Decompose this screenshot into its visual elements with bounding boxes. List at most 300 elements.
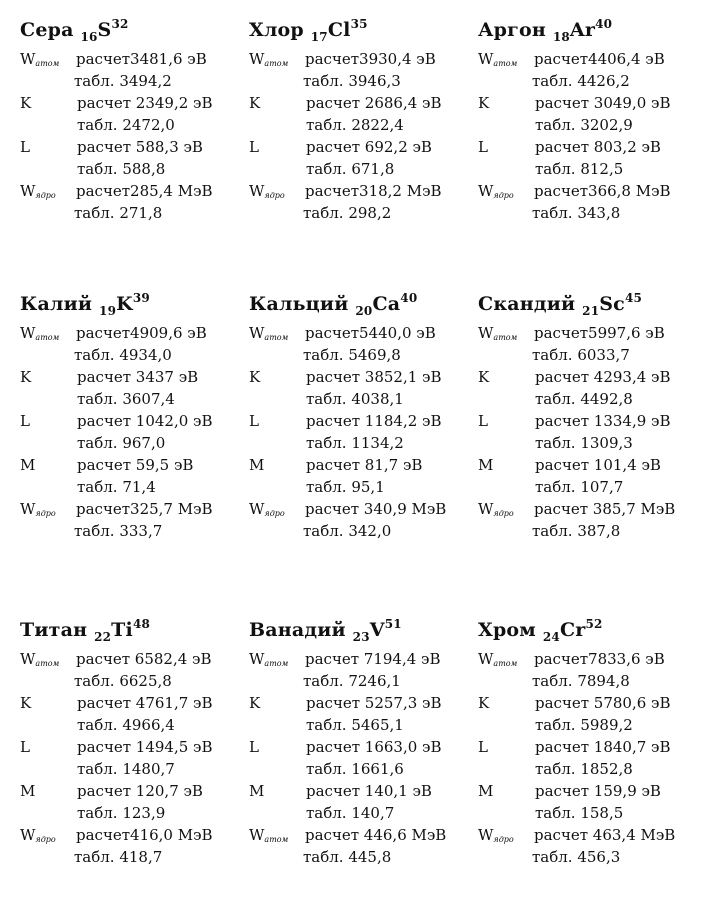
calculated-value: расчет5440,0 эВ	[305, 324, 436, 342]
calculated-value: расчет 7194,4 эВ	[305, 650, 441, 668]
tabulated-value: табл. 4038,1	[306, 390, 404, 408]
calculated-value: расчет 446,6 МэВ	[305, 826, 447, 844]
energy-label-sub: ядро	[493, 509, 514, 518]
calc-row	[249, 410, 474, 432]
element-name: Аргон	[478, 19, 546, 41]
table-row	[478, 202, 703, 224]
energy-label	[20, 366, 31, 388]
tabulated-value: табл. 812,5	[535, 160, 624, 178]
energy-label	[249, 736, 259, 758]
atomic-number: 18	[552, 30, 570, 44]
tabulated-value: табл. 158,5	[535, 804, 624, 822]
calc-row	[20, 454, 245, 476]
tabulated-value: табл. 3494,2	[74, 72, 172, 90]
element-symbol: Cr	[559, 619, 586, 641]
table-row	[249, 158, 474, 180]
calculated-value: расчет 120,7 эВ	[77, 782, 203, 800]
energy-label	[20, 454, 35, 476]
energy-label-letter: K	[249, 368, 261, 386]
table-row	[20, 846, 245, 868]
tabulated-value: табл. 140,7	[306, 804, 395, 822]
energy-label-letter: K	[478, 694, 490, 712]
energy-label	[249, 410, 259, 432]
table-row	[20, 344, 245, 366]
calculated-value: расчет325,7 МэВ	[76, 500, 213, 518]
element-name: Скандий	[478, 293, 576, 315]
calc-row	[20, 136, 245, 158]
calc-row	[478, 92, 703, 114]
calculated-value: расчет 140,1 эВ	[306, 782, 432, 800]
calculated-value: расчет 81,7 эВ	[306, 456, 423, 474]
calculated-value: расчет 692,2 эВ	[306, 138, 432, 156]
table-row	[20, 114, 245, 136]
calc-row	[249, 780, 474, 802]
calculated-value: расчет285,4 МэВ	[76, 182, 213, 200]
element-block	[249, 618, 474, 868]
calculated-value: расчет 6582,4 эВ	[76, 650, 212, 668]
energy-label-letter: M	[478, 782, 494, 800]
tabulated-value: табл. 6033,7	[532, 346, 630, 364]
calculated-value: расчет 2349,2 эВ	[77, 94, 213, 112]
tabulated-value: табл. 95,1	[306, 478, 385, 496]
energy-label-letter: M	[20, 456, 36, 474]
calculated-value: расчет 5257,3 эВ	[306, 694, 442, 712]
energy-label	[478, 780, 493, 802]
energy-label-letter: W	[478, 182, 494, 200]
tabulated-value: табл. 3607,4	[77, 390, 175, 408]
tabulated-value: табл. 1309,3	[535, 434, 633, 452]
tabulated-value: табл. 967,0	[77, 434, 166, 452]
calc-row	[478, 736, 703, 758]
calc-row	[20, 498, 245, 520]
calculated-value: расчет 101,4 эВ	[535, 456, 661, 474]
energy-label	[20, 180, 56, 202]
energy-label-letter: W	[478, 826, 494, 844]
energy-label-letter: K	[20, 694, 32, 712]
energy-label	[20, 648, 59, 670]
energy-label	[249, 824, 288, 846]
calc-row	[20, 366, 245, 388]
calc-row	[249, 92, 474, 114]
energy-label	[478, 498, 514, 520]
table-row	[20, 388, 245, 410]
calc-row	[478, 648, 703, 670]
calculated-value: расчет 159,9 эВ	[535, 782, 661, 800]
table-row	[249, 388, 474, 410]
element-symbol: K	[116, 293, 133, 315]
energy-label-letter: K	[478, 368, 490, 386]
table-row	[478, 476, 703, 498]
energy-label-sub: атом	[264, 659, 289, 668]
calc-row	[249, 736, 474, 758]
table-row	[478, 846, 703, 868]
calc-row	[20, 410, 245, 432]
table-row	[249, 520, 474, 542]
table-row	[249, 114, 474, 136]
energy-label	[20, 92, 31, 114]
tabulated-value: табл. 3202,9	[535, 116, 633, 134]
table-row	[478, 714, 703, 736]
calculated-value: расчет4909,6 эВ	[76, 324, 207, 342]
table-row	[20, 520, 245, 542]
energy-label-letter: K	[20, 94, 32, 112]
energy-label-sub: атом	[35, 659, 60, 668]
energy-label	[249, 498, 285, 520]
element-title	[20, 618, 245, 648]
element-block	[249, 18, 474, 224]
mass-number: 35	[350, 17, 368, 31]
table-row	[20, 158, 245, 180]
element-title	[478, 618, 703, 648]
calculated-value: расчет 4293,4 эВ	[535, 368, 671, 386]
table-row	[20, 476, 245, 498]
table-row	[249, 202, 474, 224]
energy-label	[20, 692, 31, 714]
calculated-value: расчет 1184,2 эВ	[306, 412, 442, 430]
tabulated-value: табл. 418,7	[74, 848, 163, 866]
energy-label-letter: M	[249, 782, 265, 800]
tabulated-value: табл. 1661,6	[306, 760, 404, 778]
energy-label	[20, 48, 59, 70]
tabulated-value: табл. 333,7	[74, 522, 163, 540]
calc-row	[249, 454, 474, 476]
atomic-number: 16	[80, 30, 98, 44]
calc-row	[478, 48, 703, 70]
calc-row	[249, 498, 474, 520]
energy-label-letter: W	[478, 324, 494, 342]
energy-label	[478, 736, 488, 758]
mass-number: 40	[400, 291, 418, 305]
table-row	[478, 344, 703, 366]
energy-label-letter: W	[249, 324, 265, 342]
energy-label-letter: W	[20, 650, 36, 668]
calculated-value: расчет3481,6 эВ	[76, 50, 207, 68]
calculated-value: расчет4406,4 эВ	[534, 50, 665, 68]
element-block	[20, 618, 245, 868]
table-row	[20, 758, 245, 780]
calc-row	[478, 366, 703, 388]
energy-label-letter: W	[20, 500, 36, 518]
calculated-value: расчет 463,4 МэВ	[534, 826, 676, 844]
tabulated-value: табл. 387,8	[532, 522, 621, 540]
element-name: Хлор	[249, 19, 304, 41]
energy-label	[20, 736, 30, 758]
table-row	[249, 476, 474, 498]
calc-row	[20, 648, 245, 670]
energy-label	[20, 410, 30, 432]
energy-label	[249, 780, 264, 802]
atomic-number: 19	[99, 304, 117, 318]
table-row	[20, 802, 245, 824]
energy-label	[20, 780, 35, 802]
element-symbol: V	[369, 619, 385, 641]
energy-label-letter: K	[20, 368, 32, 386]
tabulated-value: табл. 271,8	[74, 204, 163, 222]
table-row	[478, 802, 703, 824]
calc-row	[249, 48, 474, 70]
energy-label-letter: W	[478, 50, 494, 68]
energy-label-sub: атом	[493, 659, 518, 668]
element-title	[249, 618, 474, 648]
calculated-value: расчет 1494,5 эВ	[77, 738, 213, 756]
element-block	[478, 18, 703, 224]
energy-label-letter: M	[249, 456, 265, 474]
table-row	[249, 714, 474, 736]
energy-label-letter: L	[20, 138, 30, 156]
calc-row	[249, 366, 474, 388]
calculated-value: расчет3930,4 эВ	[305, 50, 436, 68]
element-title	[20, 292, 245, 322]
element-symbol: Cl	[327, 19, 351, 41]
energy-label	[20, 136, 30, 158]
energy-label	[249, 48, 288, 70]
element-name: Кальций	[249, 293, 349, 315]
calc-row	[478, 498, 703, 520]
element-symbol: Ca	[372, 293, 401, 315]
energy-label	[478, 92, 489, 114]
energy-label-sub: ядро	[35, 835, 56, 844]
element-name: Титан	[20, 619, 88, 641]
mass-number: 39	[132, 291, 150, 305]
element-block	[478, 618, 703, 868]
energy-label	[249, 454, 264, 476]
energy-label-letter: K	[249, 694, 261, 712]
energy-label	[249, 322, 288, 344]
table-row	[20, 432, 245, 454]
calculated-value: расчет 1663,0 эВ	[306, 738, 442, 756]
element-symbol: Ti	[111, 619, 133, 641]
mass-number: 51	[384, 617, 402, 631]
calculated-value: расчет5997,6 эВ	[534, 324, 665, 342]
element-title	[249, 292, 474, 322]
table-row	[249, 758, 474, 780]
energy-label	[478, 454, 493, 476]
table-row	[478, 70, 703, 92]
energy-label	[20, 824, 56, 846]
calc-row	[20, 180, 245, 202]
mass-number: 32	[111, 17, 129, 31]
mass-number: 52	[585, 617, 603, 631]
calculated-value: расчет 59,5 эВ	[77, 456, 194, 474]
energy-label-letter: L	[478, 738, 488, 756]
tabulated-value: табл. 671,8	[306, 160, 395, 178]
calc-row	[249, 648, 474, 670]
table-row	[20, 202, 245, 224]
energy-label-letter: M	[478, 456, 494, 474]
calc-row	[478, 692, 703, 714]
energy-label	[478, 410, 488, 432]
element-block	[249, 292, 474, 542]
energy-label	[249, 648, 288, 670]
tabulated-value: табл. 1852,8	[535, 760, 633, 778]
calc-row	[478, 322, 703, 344]
energy-label-sub: ядро	[35, 191, 56, 200]
tabulated-value: табл. 298,2	[303, 204, 392, 222]
table-row	[249, 70, 474, 92]
energy-label	[20, 322, 59, 344]
energy-label	[20, 498, 56, 520]
energy-label	[249, 180, 285, 202]
energy-label-sub: атом	[264, 835, 289, 844]
calc-row	[20, 48, 245, 70]
mass-number: 40	[595, 17, 613, 31]
energy-label-letter: L	[249, 138, 259, 156]
calc-row	[478, 454, 703, 476]
table-row	[478, 758, 703, 780]
energy-label-letter: W	[20, 182, 36, 200]
energy-label-letter: L	[478, 138, 488, 156]
energy-label-letter: W	[20, 826, 36, 844]
energy-label-letter: L	[20, 738, 30, 756]
element-name: Сера	[20, 19, 74, 41]
table-row	[478, 432, 703, 454]
table-row	[249, 846, 474, 868]
calculated-value: расчет 803,2 эВ	[535, 138, 661, 156]
energy-label	[478, 136, 488, 158]
calculated-value: расчет 588,3 эВ	[77, 138, 203, 156]
calculated-value: расчет416,0 МэВ	[76, 826, 213, 844]
tabulated-value: табл. 5465,1	[306, 716, 404, 734]
tabulated-value: табл. 7894,8	[532, 672, 630, 690]
calc-row	[478, 780, 703, 802]
tabulated-value: табл. 588,8	[77, 160, 166, 178]
tabulated-value: табл. 342,0	[303, 522, 392, 540]
calculated-value: расчет 5780,6 эВ	[535, 694, 671, 712]
tabulated-value: табл. 5469,8	[303, 346, 401, 364]
element-title	[478, 292, 703, 322]
calc-row	[249, 180, 474, 202]
calculated-value: расчет 340,9 МэВ	[305, 500, 447, 518]
energy-label	[478, 366, 489, 388]
energy-label	[249, 692, 260, 714]
table-row	[478, 388, 703, 410]
tabulated-value: табл. 4426,2	[532, 72, 630, 90]
energy-label-letter: W	[249, 182, 265, 200]
element-title	[478, 18, 703, 48]
calc-row	[249, 136, 474, 158]
energy-label	[249, 136, 259, 158]
calc-row	[249, 692, 474, 714]
element-symbol: S	[97, 19, 112, 41]
element-block	[20, 18, 245, 224]
energy-label-letter: W	[478, 500, 494, 518]
tabulated-value: табл. 2472,0	[77, 116, 175, 134]
tabulated-value: табл. 2822,4	[306, 116, 404, 134]
atomic-number: 20	[355, 304, 373, 318]
calculated-value: расчет 3049,0 эВ	[535, 94, 671, 112]
element-symbol: Ar	[569, 19, 596, 41]
element-name: Ванадий	[249, 619, 346, 641]
energy-label-letter: L	[249, 412, 259, 430]
energy-label-sub: атом	[493, 59, 518, 68]
atomic-number: 21	[582, 304, 600, 318]
element-title	[249, 18, 474, 48]
element-symbol: Sc	[599, 293, 625, 315]
energy-label	[249, 366, 260, 388]
energy-label-sub: ядро	[264, 509, 285, 518]
tabulated-value: табл. 3946,3	[303, 72, 401, 90]
tabulated-value: табл. 107,7	[535, 478, 624, 496]
calculated-value: расчет318,2 МэВ	[305, 182, 442, 200]
energy-label	[478, 322, 517, 344]
energy-label-sub: атом	[493, 333, 518, 342]
table-row	[478, 520, 703, 542]
tabulated-value: табл. 4934,0	[74, 346, 172, 364]
calc-row	[20, 780, 245, 802]
energy-label-sub: атом	[264, 59, 289, 68]
table-row	[20, 70, 245, 92]
energy-label	[249, 92, 260, 114]
calc-row	[20, 692, 245, 714]
element-title	[20, 18, 245, 48]
energy-label-letter: M	[20, 782, 36, 800]
energy-label-sub: атом	[35, 333, 60, 342]
calc-row	[478, 824, 703, 846]
energy-label-sub: ядро	[493, 191, 514, 200]
calc-row	[20, 92, 245, 114]
atomic-number: 23	[352, 630, 370, 644]
tabulated-value: табл. 1480,7	[77, 760, 175, 778]
calc-row	[478, 410, 703, 432]
energy-label-letter: W	[249, 826, 265, 844]
calculated-value: расчет 385,7 МэВ	[534, 500, 676, 518]
energy-label-sub: ядро	[35, 509, 56, 518]
table-row	[249, 344, 474, 366]
table-row	[20, 670, 245, 692]
tabulated-value: табл. 445,8	[303, 848, 392, 866]
calculated-value: расчет 1042,0 эВ	[77, 412, 213, 430]
calc-row	[249, 322, 474, 344]
mass-number: 45	[624, 291, 643, 305]
element-name: Хром	[478, 619, 537, 641]
energy-label-letter: K	[478, 94, 490, 112]
energy-label-letter: W	[249, 50, 265, 68]
tabulated-value: табл. 1134,2	[306, 434, 404, 452]
energy-label-letter: W	[478, 650, 494, 668]
calculated-value: расчет 1840,7 эВ	[535, 738, 671, 756]
calculated-value: расчет 1334,9 эВ	[535, 412, 671, 430]
element-name: Калий	[20, 293, 93, 315]
calc-row	[478, 180, 703, 202]
table-row	[478, 114, 703, 136]
energy-label-letter: L	[249, 738, 259, 756]
energy-label	[478, 48, 517, 70]
table-row	[249, 802, 474, 824]
energy-label	[478, 180, 514, 202]
table-row	[478, 670, 703, 692]
energy-label-letter: W	[249, 650, 265, 668]
table-row	[249, 670, 474, 692]
table-row	[478, 158, 703, 180]
tabulated-value: табл. 456,3	[532, 848, 621, 866]
energy-label	[478, 648, 517, 670]
element-block	[478, 292, 703, 542]
tabulated-value: табл. 4492,8	[535, 390, 633, 408]
table-row	[20, 714, 245, 736]
tabulated-value: табл. 123,9	[77, 804, 166, 822]
energy-label-letter: L	[478, 412, 488, 430]
calc-row	[20, 824, 245, 846]
energy-label-sub: атом	[35, 59, 60, 68]
calculated-value: расчет 3437 эВ	[77, 368, 199, 386]
energy-label-letter: L	[20, 412, 30, 430]
table-row	[249, 432, 474, 454]
atomic-number: 17	[310, 30, 328, 44]
calc-row	[20, 736, 245, 758]
element-block	[20, 292, 245, 542]
tabulated-value: табл. 6625,8	[74, 672, 172, 690]
mass-number: 48	[132, 617, 151, 631]
